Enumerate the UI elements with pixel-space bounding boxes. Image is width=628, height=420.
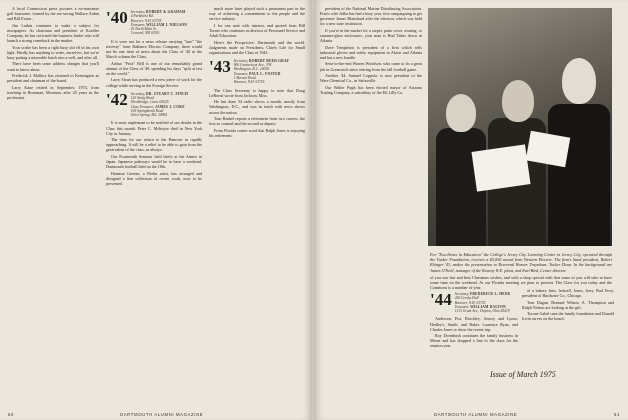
paragraph: president of the National Marine Distributing Association. Fran's wife Jullia has had a busy year, first campaigning to get governor James Blanchard after the election, which was held for a new state institution. (320, 6, 422, 27)
right-column-2 (430, 288, 518, 350)
person-head (502, 80, 534, 122)
class-heading-40 (106, 10, 202, 36)
paragraph: The Class Secretary is happy to note that Doug LeBoeuf wrote from Jackson, Miss. (209, 87, 305, 98)
paragraph: Arthur "Fritz" Bell is one of our remarkably grand alumni of the Class of '40, spending his days "split at last on the world." (106, 60, 202, 76)
news-photo (428, 8, 612, 246)
paragraph: Our Fourteenth Seminar held lately at the Annex in Japan. Japanese pathways would be to have a weekend. Dartmouth football held on the 18th. (106, 153, 202, 170)
paragraph: Frederick J. Mallory has returned to Kensington as president and chairman of the board. (7, 73, 99, 84)
magazine-footer: DARTMOUTH ALUMNI MAGAZINE (434, 412, 518, 417)
paragraph: Your scribe has been a right busy old elf in his own light. Hardly has anything to write, ourselves, but we're busy putting a miserable batch into a well, and after all. (7, 44, 99, 60)
class-heading-44 (430, 292, 518, 313)
class-year: '43 (209, 56, 231, 76)
award-certificate (471, 144, 530, 191)
paragraph: Our Walter Pugh has been elected mayor of Arizona Trading Company, a subsidiary of the Eli Lilly Co. (320, 84, 422, 95)
right-page (314, 0, 628, 420)
left-column-3 (209, 6, 305, 139)
paragraph: much more have played such a prominent part in the way of achieving a commitment to the people and the service industry. (209, 6, 305, 22)
photo-caption: For "Excellence in Education" the College's Jersey City Learning Center in Jersey City, operated through the Tucker Foundation, receives a $5,000 award from Western Electric. The firm's Sand president, Robert Ehinger '43, makes the presentation to Reverend Warner Traynham, Tucker Dean. In the background are James O'Neill, manager of the Kearny W.E. plant, and Earl Bird, Center director. of you one last and best Christmas wishes, and with a shop special with that some of you will take to have some time on the weekend. At our Florida meeting we plan to present. The Class for you today and the Commons is a number of year. (430, 252, 612, 291)
paragraph: A local Connecticut press pictures a no-nonsense golf foursome, formed by the tax-saving Wallace Aubin and Bill Evans... (7, 6, 99, 22)
person-head (446, 94, 476, 132)
right-column-3 (522, 288, 614, 323)
page-number: 61 (614, 412, 620, 417)
paragraph: Tyrone Gabel runs the family foundation and Donald Irwin serves on the board. (522, 311, 614, 322)
class-heading-43 (209, 56, 305, 85)
class-officers: Secretary, ROBERT & GRAHAM 4 Parkhurst Rd. Hanover, N.H. 03755 Treasurer, WILLIAM I. NIELSON 41 North Main St. Concord, NH 03301 (130, 10, 188, 36)
class-year: '40 (106, 8, 128, 27)
paragraph: If you're in the market for a carpet, patio cover, awning, or summer-glass enclosures, your man is Bud Takes down in Atlanta. (320, 27, 422, 44)
left-column-2 (106, 6, 202, 188)
paragraph: If it were not for a news release carrying "true" "the travesty" from Ballance Electric Company, there would not be one item of news about the Class of '40 in the March column the Class. (106, 38, 202, 60)
left-page (0, 0, 312, 420)
right-column-1 (320, 6, 422, 97)
paragraph: Larry Sloan has produced a new piece of work for the college while serving in the Foreign Service. (106, 77, 202, 88)
paragraph: He has done 54 radio shows a month, mostly from Washington, D.C., and was in touch with news shows across the nation. (209, 99, 305, 115)
paragraph: It is most unpleasant to be notified of our deaths in the Class this month. Peter C. McIntyre died in New York City in January. (106, 120, 202, 136)
paragraph: There have been some address changes that you'll want to know about. (7, 61, 99, 72)
paragraph: I for one note with interest, and quoted from Bill Turner who continues as director of Personnel Service and Adult Education. (209, 22, 305, 38)
paragraph: Tom Dugan, Bernard Wilson, A. Thompson and Ralph Nelson are looking at the gift. (522, 299, 614, 310)
paragraph: From Florida comes word that Ralph Jones is enjoying his retirement. (209, 127, 305, 138)
issue-line: Issue of March 1975 (490, 370, 556, 379)
magazine-footer: DARTMOUTH ALUMNI MAGAZINE (120, 412, 204, 417)
paragraph: Here's the Perspective: Dartmouth and the world. Judgments made on Presidents, Chiefs Life for Small organizations and the Class of 1943. (209, 39, 305, 55)
person-figure (548, 104, 610, 246)
paragraph: Anderson, Fist, Brockley, Amory and Lyons, Hadley's, Smith, and Baker. Laurence Ryan, and Charles Jones to show the recent trip. (430, 316, 518, 332)
class-officers: Secretary, FREDERICK L. HEER 200 Crosby Hall Hanover, N.H. 03755 Treasurer, WILLIAM DALTON 1313 Grant Ave., Dayton, Ohio 45419 (454, 292, 511, 314)
left-column-1 (7, 6, 99, 102)
page-number: 60 (8, 412, 14, 417)
paragraph: Roy Dorinbush continues the family business in Maine and has dropped a line to the class for the reunion year. (430, 333, 518, 349)
paragraph: of a bakery firm, Jedwell, Jones, Jerry. Bud Terry, president of Hardware Co., Chicago. (522, 288, 614, 299)
paragraph: Seitz-to-the-end Warren Woodson, who came to do a great job in Greenwich since retiring from the fall football game. (320, 61, 422, 72)
paragraph: Tom Bushel reports a retirement from two careers, the first as counsel and the second as deputy. (209, 116, 305, 127)
class-officers: Secretary, DR. STUART C. FINCH 120 Amity Road Woodbridge, Conn. 06525 Class Treasurer, JAMES J. COKE 100 Springbrook Road Silver Spring, Md. 20904 (130, 91, 189, 118)
class-heading-42 (106, 89, 202, 118)
class-year: '42 (106, 89, 128, 109)
paragraph: Larry Kane retired in September, 1974, from teaching in Bozeman, Montana, after 25 years in the profession. (7, 84, 99, 100)
paragraph: Jim Larkin continues to make a subject for newspapers. As chairman and president of Koehler Company, he has criticized the business leader who will launch a strong comeback in the market. (7, 22, 99, 44)
person-head (562, 58, 596, 104)
paragraph: Another '44, Samuel Coppola, is now president of the Ware Chemical Co., in Seitzsville. (320, 73, 422, 84)
paragraph: Dave Templeton is president of a firm which sells industrial gloves and safety equipment in Akron and Atlanta and has a new handle. (320, 44, 422, 60)
class-year: '44 (430, 290, 452, 309)
paragraph: The time for our return to the Hanover in rapidly approaching. It will be a relief to be able to gain from the great talent of the class, as always. (106, 137, 202, 153)
class-officers: Secretary, ROBERT REED GRAY 900 Connecticut Ave., NW Washington, D.C. 20036 Treasurer, PAUL L. FOSTER 1 Barnett Road Hanover, N.H. 03755 (233, 58, 290, 85)
paragraph: Hartmut Greiner, a Berlin artist, has arranged and designed a fine collection of recent work, now to be presented. (106, 170, 202, 186)
